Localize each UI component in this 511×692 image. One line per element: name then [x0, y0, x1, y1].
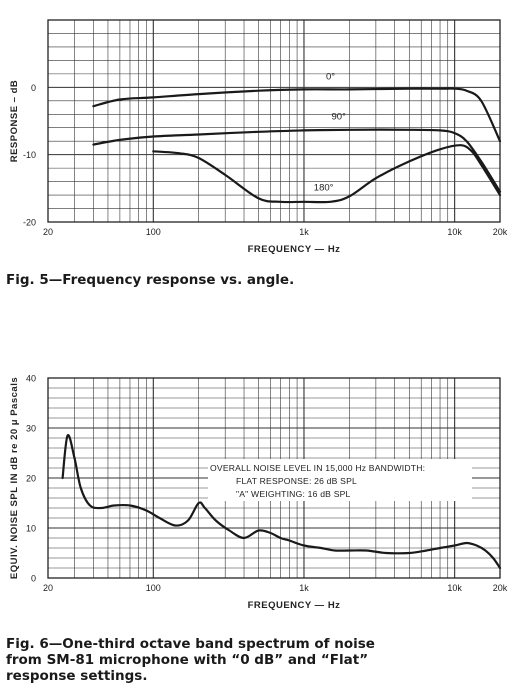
series-label: 0°: [325, 71, 336, 83]
y-axis-title: RESPONSE – dB: [9, 79, 20, 163]
x-axis-title: FREQUENCY — Hz: [247, 600, 341, 611]
y-tick-label: 0: [30, 82, 36, 93]
x-tick-label: 1k: [299, 583, 309, 593]
y-tick-label: 30: [25, 423, 36, 434]
x-tick-label: 20k: [492, 227, 508, 237]
x-tick-label: 100: [145, 583, 161, 593]
series-label: 90°: [331, 111, 346, 123]
x-tick-label: 10k: [447, 583, 462, 593]
y-tick-label: -10: [22, 150, 36, 161]
y-tick-label: 0: [30, 573, 36, 584]
annotation-line: FLAT RESPONSE: 26 dB SPL: [236, 476, 358, 486]
annotation-line: OVERALL NOISE LEVEL IN 15,000 Hz BANDWIDTH:: [210, 463, 426, 473]
figure6-caption-line: response settings.: [6, 668, 148, 684]
y-tick-label: 40: [25, 373, 36, 384]
figure6-caption-line: Fig. 6—One-third octave band spectrum of noise: [6, 636, 375, 652]
y-tick-label: 10: [25, 523, 36, 534]
figure6-caption: [6, 636, 375, 684]
series-line: [93, 89, 500, 142]
x-tick-label: 20: [42, 583, 54, 593]
x-tick-label: 10k: [447, 227, 462, 237]
y-axis-title: EQUIV. NOISE SPL IN dB re 20 μ Pascals: [9, 376, 20, 580]
figure6-caption-line: from SM-81 microphone with “0 dB” and “Flat”: [6, 652, 369, 668]
y-tick-label: 20: [25, 473, 36, 484]
x-tick-label: 1k: [299, 227, 309, 237]
series-line: [93, 130, 500, 192]
figure5-caption: Fig. 5—Frequency response vs. angle.: [6, 272, 295, 288]
y-tick-label: -20: [22, 217, 36, 228]
series-label: 180°: [313, 182, 334, 194]
plot-frame: [48, 20, 500, 222]
annotation-line: "A" WEIGHTING: 16 dB SPL: [236, 489, 351, 499]
x-tick-label: 20k: [492, 583, 508, 593]
x-axis-title: FREQUENCY — Hz: [247, 244, 341, 255]
x-tick-label: 20: [42, 227, 54, 237]
x-tick-label: 100: [145, 227, 161, 237]
